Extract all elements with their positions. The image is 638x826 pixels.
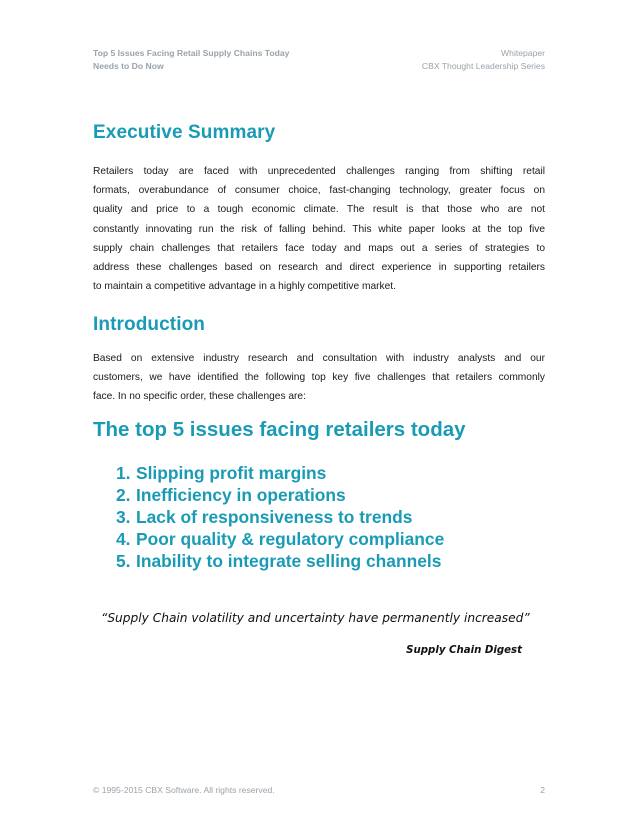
issue-text: Inefficiency in operations <box>136 485 346 505</box>
issue-item <box>116 528 444 550</box>
paragraph-line: Retailers today are faced with unprecedented challenges ranging from shifting retail <box>93 166 545 177</box>
footer-copyright: © 1995-2015 CBX Software. All rights reserved. <box>93 785 275 795</box>
paragraph-line: formats, overabundance of consumer choice, fast-changing technology, greater focus on <box>93 185 545 197</box>
issue-item <box>116 462 444 484</box>
quote-attribution: Supply Chain Digest <box>406 645 522 656</box>
issue-item <box>116 550 444 572</box>
pull-quote: “Supply Chain volatility and uncertainty have permanently increased” <box>101 611 530 625</box>
paragraph-line: to maintain a competitive advantage in a highly competitive market. <box>93 281 396 293</box>
header-series-line-2: CBX Thought Leadership Series <box>421 61 545 71</box>
issue-number: 5. <box>116 551 131 571</box>
paragraph-line: constantly innovating run the risk of falling behind. This white paper looks at the top five <box>93 223 545 235</box>
issue-item <box>116 484 444 506</box>
issue-text: Inability to integrate selling channels <box>136 551 442 571</box>
top-issues-heading: The top 5 issues facing retailers today <box>93 418 466 441</box>
paragraph-line: quality and price to a tough economic climate. The result is that those who are not <box>93 204 545 216</box>
issue-text: Poor quality & regulatory compliance <box>136 529 445 549</box>
paragraph-line: supply chain challenges that retailers face today and maps out a series of strategies to <box>93 242 545 254</box>
running-header-series <box>422 47 545 73</box>
paragraph-line: customers, we have identified the following top key five challenges that retailers commonly <box>93 372 545 384</box>
issue-number: 2. <box>116 485 131 505</box>
issue-text: Slipping profit margins <box>136 463 327 483</box>
introduction-heading: Introduction <box>93 314 206 335</box>
issue-text: Lack of responsiveness to trends <box>136 507 413 527</box>
introduction-paragraph <box>93 349 545 407</box>
page-number: 2 <box>540 785 545 795</box>
issue-number: 4. <box>116 529 131 549</box>
paragraph-line: face. In no specific order, these challenges are: <box>93 391 306 403</box>
top-issues-list <box>116 462 444 572</box>
header-title-line-2: Needs to Do Now <box>93 61 164 71</box>
header-title-line-1: Top 5 Issues Facing Retail Supply Chains Today <box>93 48 290 58</box>
executive-summary-paragraph <box>93 162 545 296</box>
running-header-title <box>93 47 289 73</box>
issue-number: 3. <box>116 507 131 527</box>
executive-summary-heading: Executive Summary <box>93 122 276 143</box>
issue-number: 1. <box>116 463 131 483</box>
header-series-line-1: Whitepaper <box>501 48 545 58</box>
issue-item <box>116 506 444 528</box>
paragraph-line: Based on extensive industry research and consultation with industry analysts and our <box>93 353 545 364</box>
paragraph-line: address these challenges based on research and direct experience in supporting retailers <box>93 262 545 274</box>
